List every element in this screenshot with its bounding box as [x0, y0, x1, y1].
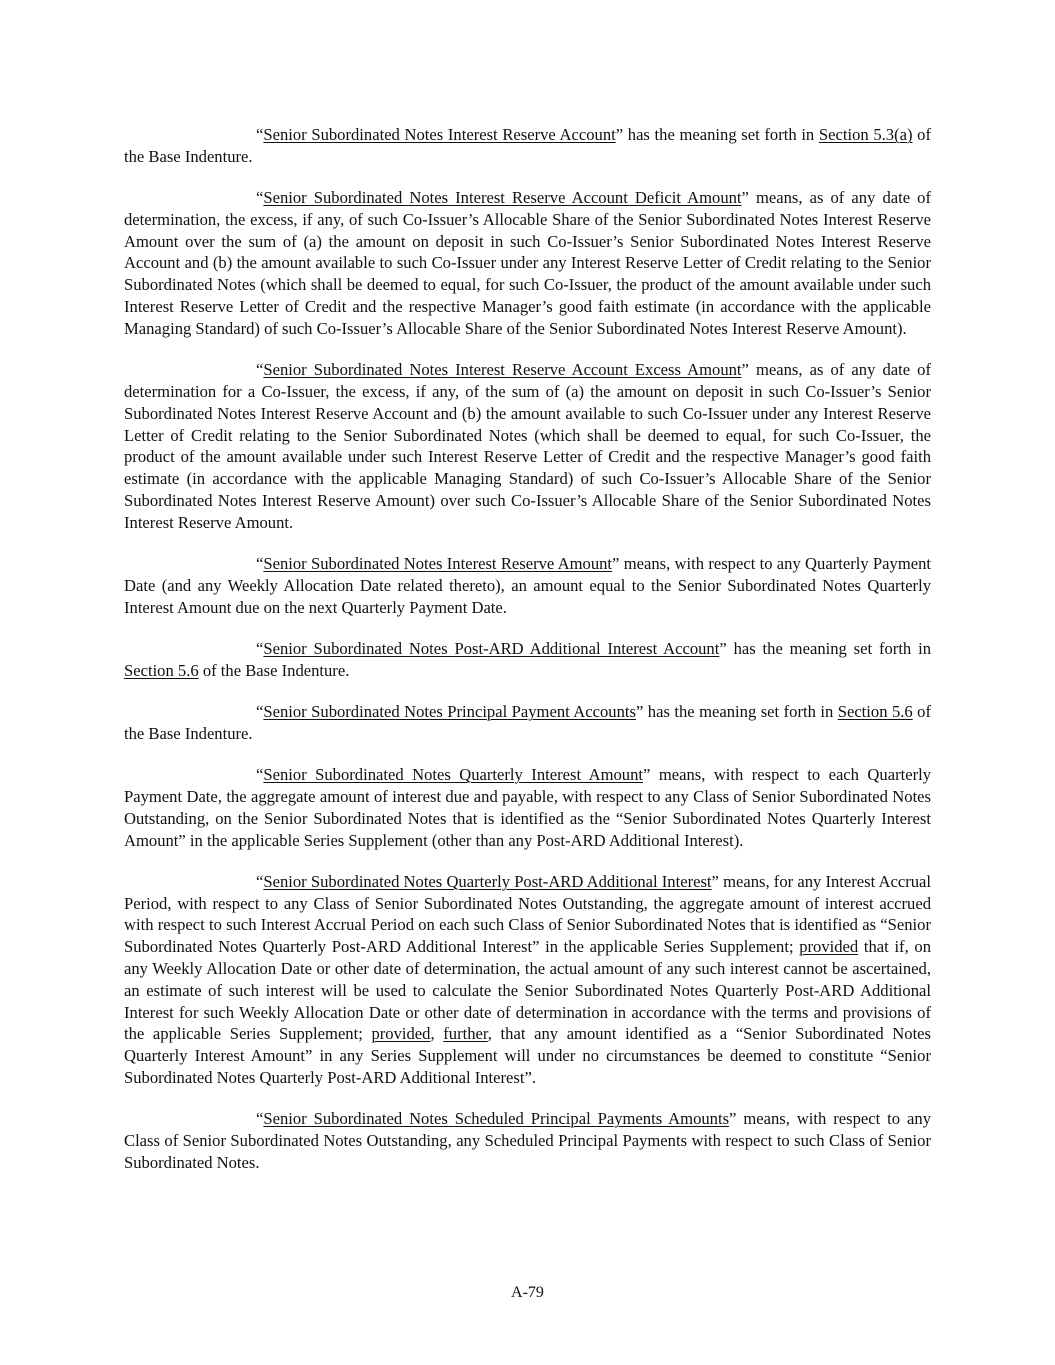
defined-term: Senior Subordinated Notes Interest Reserve Account Excess Amount	[263, 360, 742, 380]
definition-scheduled-principal-payments-amounts	[124, 1108, 931, 1173]
definition-quarterly-post-ard-additional-interest	[124, 871, 931, 1089]
definition-tail: of the Base Indenture.	[124, 702, 931, 743]
definition-text: ” means, with respect to any Class of Senior Subordinated Notes Outstanding, any Scheduled Principal Payments with respect to such Class of Senior Subordinated Notes.	[124, 1109, 931, 1172]
page-number: A-79	[511, 1284, 544, 1301]
defined-term: Senior Subordinated Notes Quarterly Interest Amount	[263, 765, 643, 785]
definition-principal-payment-accounts	[124, 701, 931, 745]
separator: ,	[430, 1024, 444, 1044]
open-quote: “	[256, 638, 264, 658]
definition-tail: of the Base Indenture.	[198, 660, 350, 680]
defined-term: Senior Subordinated Notes Post-ARD Additional Interest Account	[263, 638, 720, 658]
definition-text-middle: that if, on any Weekly Allocation Date or other date of determination, the actual amount of any such interest cannot be ascertained, an estimate of such interest will be used to calculate the Senior Subordinated Notes Quarterly Post-ARD Additional Interest for such Weekly Allocation Date or other date of determination in accordance with the terms and provisions of the applicable Series Supplement;	[124, 937, 931, 1044]
defined-term: Senior Subordinated Notes Interest Reserve Account	[263, 125, 616, 144]
definition-interest-reserve-account-excess-amount	[124, 359, 931, 533]
definition-interest-reserve-account-deficit-amount	[124, 187, 931, 340]
document-page	[124, 124, 931, 1193]
defined-term: Senior Subordinated Notes Quarterly Post-ARD Additional Interest	[263, 871, 712, 891]
provided-emphasis: provided	[799, 937, 859, 957]
definition-text: ” means, with respect to each Quarterly Payment Date, the aggregate amount of interest due and payable, with respect to any Class of Senior Subordinated Notes Outstanding, on the Senior Subordinated Notes that is identified as the “Senior Subordinated Notes Quarterly Interest Amount” in the applicable Series Supplement (other than any Post-ARD Additional Interest).	[124, 765, 932, 850]
definition-text: ” has the meaning set forth in	[615, 125, 819, 144]
definition-text: ” means, as of any date of determination, the excess, if any, of such Co-Issuer’s Allocable Share of the Senior Subordinated Notes Interest Reserve Amount over the sum of (a) the amount on deposit in such Co-Issuer’s Senior Subordinated Notes Interest Reserve Account and (b) the amount available to such Co-Issuer under any Interest Reserve Letter of Credit relating to the Senior Subordinated Notes (which shall be deemed to equal, for such Co-Issuer, the product of the amount available under such Interest Reserve Letter of Credit and the respective Manager’s good faith estimate (in accordance with the applicable Managing Standard) of such Co-Issuer’s Allocable Share of the Senior Subordinated Notes Interest Reserve Amount).	[124, 188, 931, 338]
open-quote: “	[256, 1109, 264, 1129]
open-quote: “	[256, 360, 264, 380]
open-quote: “	[256, 702, 264, 722]
open-quote: “	[256, 765, 264, 785]
provided-emphasis: provided	[371, 1024, 431, 1044]
definition-interest-reserve-account	[124, 124, 931, 168]
section-reference: Section 5.6	[124, 660, 199, 680]
definition-interest-reserve-amount	[124, 553, 931, 618]
definition-text: ” means, with respect to any Quarterly Payment Date (and any Weekly Allocation Date related thereto), an amount equal to the Senior Subordinated Notes Quarterly Interest Amount due on the next Quarterly Payment Date.	[124, 554, 931, 617]
definition-quarterly-interest-amount	[124, 764, 931, 851]
section-reference: Section 5.3(a)	[818, 125, 913, 144]
open-quote: “	[256, 188, 264, 208]
further-emphasis: further	[443, 1024, 488, 1044]
open-quote: “	[256, 125, 264, 144]
open-quote: “	[256, 554, 264, 574]
definition-post-ard-additional-interest-account	[124, 638, 931, 682]
defined-term: Senior Subordinated Notes Scheduled Principal Payments Amounts	[263, 1109, 730, 1129]
definition-text: ” means, as of any date of determination for a Co-Issuer, the excess, if any, of the sum of (a) the amount on deposit in such Co-Issuer’s Senior Subordinated Notes Interest Reserve Account and (b) the amount available to such Co-Issuer under any Interest Reserve Letter of Credit relating to the Senior Subordinated Notes (which shall be deemed to equal, for such Co-Issuer, the product of the amount available under such Interest Reserve Letter of Credit and the respective Manager’s good faith estimate (in accordance with the applicable Managing Standard) of such Co-Issuer’s Allocable Share of the Senior Subordinated Notes Interest Reserve Amount) over such Co-Issuer’s Allocable Share of the Senior Subordinated Notes Interest Reserve Amount.	[124, 360, 931, 532]
definition-tail: , that any amount identified as a “Senior Subordinated Notes Quarterly Interest Amount” in any Series Supplement will under no circumstances be deemed to constitute “Senior Subordinated Notes Quarterly Post-ARD Additional Interest”.	[124, 1024, 931, 1087]
open-quote: “	[256, 871, 264, 891]
section-reference: Section 5.6	[837, 702, 913, 722]
defined-term: Senior Subordinated Notes Interest Reserve Account Deficit Amount	[263, 188, 742, 208]
definition-text: ” means, for any Interest Accrual Period, with respect to any Class of Senior Subordinated Notes Outstanding, the aggregate amount of interest accrued with respect to such Interest Accrual Period on each such Class of Senior Subordinated Notes that is identified as “Senior Subordinated Notes Quarterly Post-ARD Additional Interest” in the applicable Series Supplement;	[124, 871, 931, 957]
definition-text: ” has the meaning set forth in	[635, 702, 838, 722]
defined-term: Senior Subordinated Notes Interest Reserve Amount	[263, 554, 613, 574]
defined-term: Senior Subordinated Notes Principal Payment Accounts	[263, 702, 636, 722]
definition-text: ” has the meaning set forth in	[719, 638, 931, 658]
definition-tail: of the Base Indenture.	[124, 125, 931, 166]
